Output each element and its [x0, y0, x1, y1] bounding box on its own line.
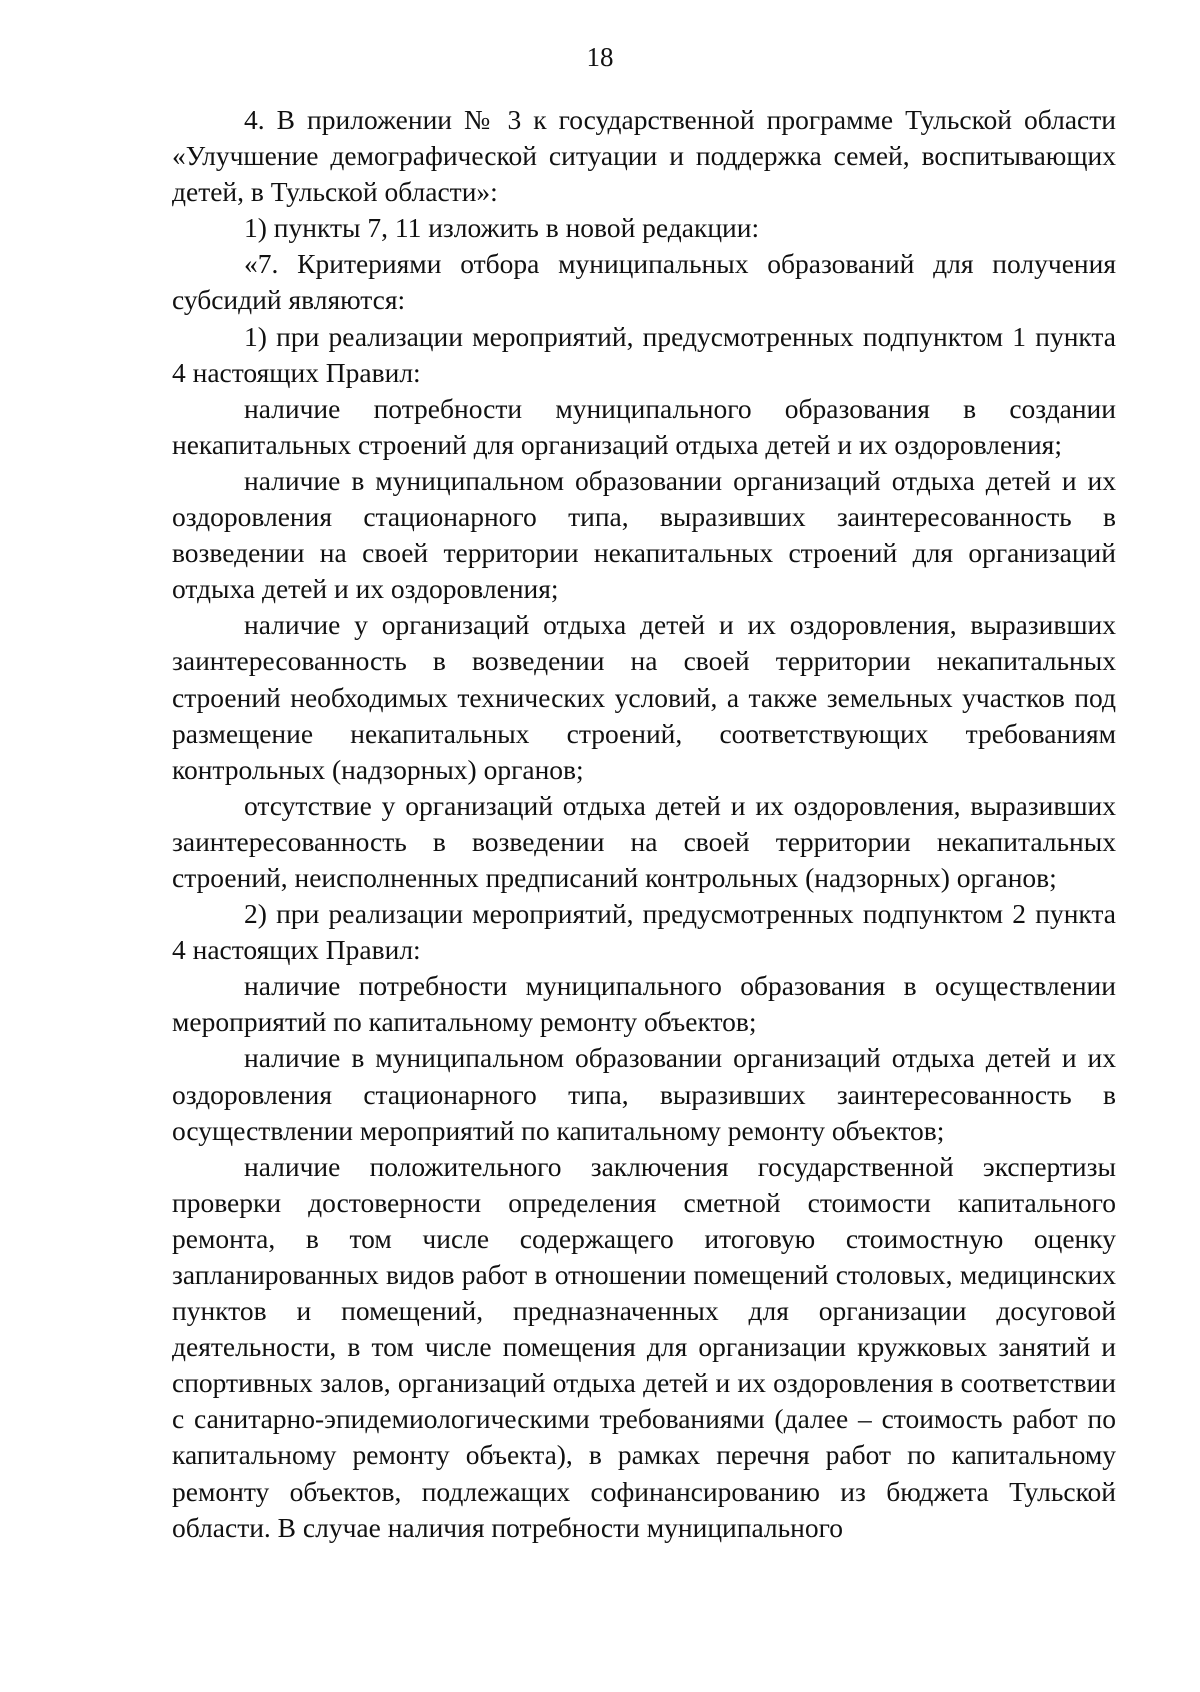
paragraph-items-new-edition: 1) пункты 7, 11 изложить в новой редакции: [244, 212, 760, 244]
paragraph-criteria-heading: «7. Критериями отбора муниципальных образований для получения субсидий являются: [172, 248, 1116, 316]
paragraph-criterion-expertise: наличие положительного заключения государственной экспертизы проверки достоверности определения сметной стоимости капитального ремонта, в том числе содержащего итоговую стоимостную оценку запланированных видов работ в отношении помещений столовых, медицинских пунктов и помещений, предназначенных для организации досуговой деятельности, в том числе помещения для организации кружковых занятий и спортивных залов, организаций отдыха детей и их оздоровления в соответствии с санитарно-эпидемиологическими требованиями (далее – стоимость работ по капитальному ремонту объекта), в рамках перечня работ по капитальному ремонту объектов, подлежащих софинансированию из бюджета Тульской области. В случае наличия потребности муниципального [172, 1150, 1116, 1543]
page-number: 18 [586, 42, 614, 72]
paragraph-criterion-need-repair: наличие потребности муниципального образования в осуществлении мероприятий по капитальному ремонту объектов; [172, 970, 1116, 1038]
paragraph-subpoint-1: 1) при реализации мероприятий, предусмотренных подпунктом 1 пункта 4 настоящих Правил: [172, 320, 1116, 388]
paragraph-subpoint-2: 2) при реализации мероприятий, предусмотренных подпунктом 2 пункта 4 настоящих Правил: [172, 898, 1116, 966]
paragraph-criterion-no-violations: отсутствие у организаций отдыха детей и их оздоровления, выразивших заинтересованность в возведении на своей территории некапитальных строений, неисполненных предписаний контрольных (надзорных) органов; [172, 789, 1116, 893]
paragraph-criterion-stationary-repair: наличие в муниципальном образовании организаций отдыха детей и их оздоровления стационарного типа, выразивших заинтересованность в осуществлении мероприятий по капитальному ремонту объектов; [172, 1042, 1116, 1146]
paragraph-criterion-need-structures: наличие потребности муниципального образования в создании некапитальных строений для организаций отдыха детей и их оздоровления; [172, 392, 1116, 460]
paragraph-criterion-technical-conditions: наличие у организаций отдыха детей и их оздоровления, выразивших заинтересованность в возведении на своей территории некапитальных строений необходимых технических условий, а также земельных участков под размещение некапитальных строений, соответствующих требованиям контрольных (надзорных) органов; [172, 609, 1116, 785]
document-body [172, 102, 1116, 1546]
paragraph-amendment-intro: 4. В приложении № 3 к государственной программе Тульской области «Улучшение демографической ситуации и поддержка семей, воспитывающих детей, в Тульской области»: [172, 104, 1116, 208]
paragraph-criterion-stationary-organizations: наличие в муниципальном образовании организаций отдыха детей и их оздоровления стационарного типа, выразивших заинтересованность в возведении на своей территории некапитальных строений для организаций отдыха детей и их оздоровления; [172, 464, 1116, 605]
